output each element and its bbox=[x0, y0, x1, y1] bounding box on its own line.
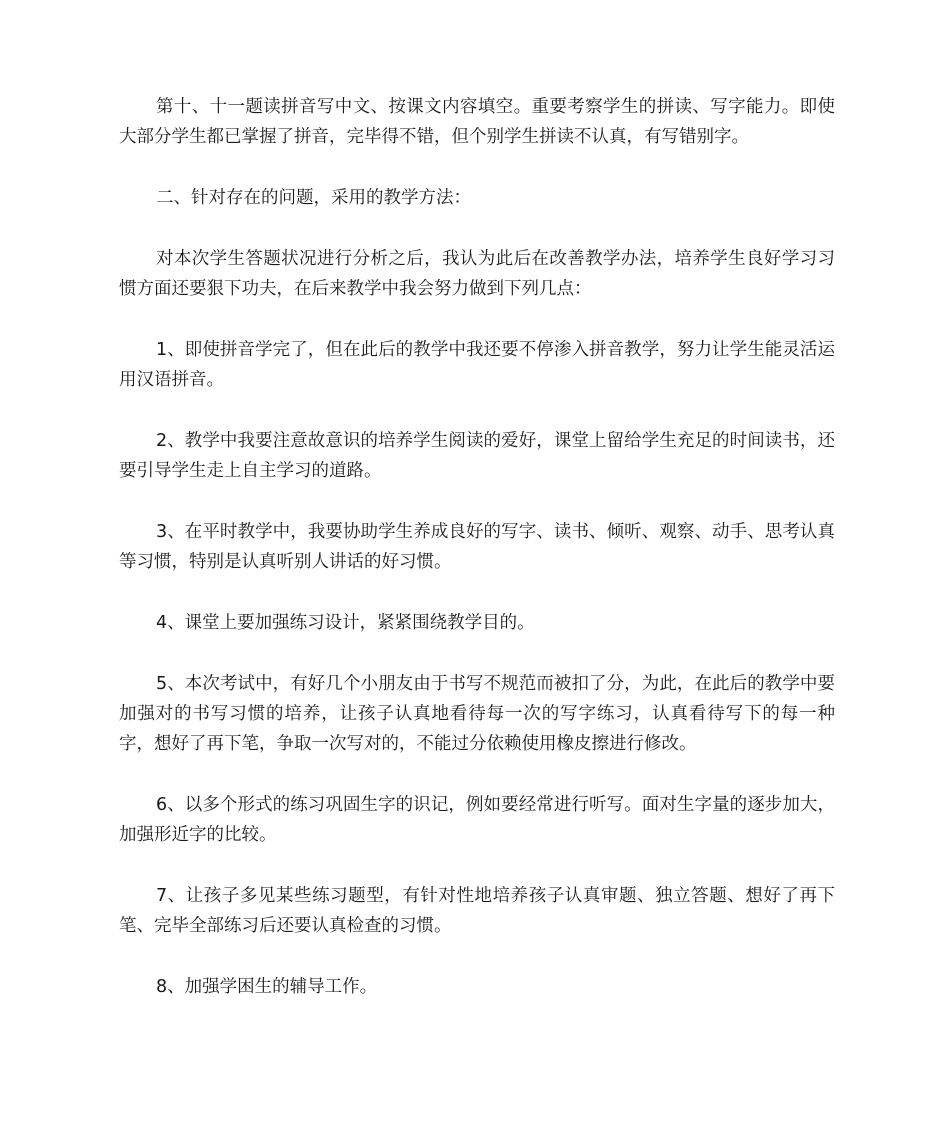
list-item-4: 4、课堂上要加强练习设计，紧紧围绕教学目的。 bbox=[156, 613, 535, 633]
list-item-3: 3、在平时教学中，我要协助学生养成良好的写字、读书、倾听、观察、动手、思考认真等习惯，特别是认真听别人讲话的好习惯。 bbox=[119, 522, 835, 572]
paragraph-reading-pinyin: 第十、十一题读拼音写中文、按课文内容填空。重要考察学生的拼读、写字能力。即使大部分学生都已掌握了拼音，完毕得不错，但个别学生拼读不认真，有写错别字。 bbox=[119, 97, 835, 147]
list-item-8: 8、加强学困生的辅导工作。 bbox=[156, 977, 378, 997]
list-item-1: 1、即使拼音学完了，但在此后的教学中我还要不停渗入拼音教学，努力让学生能灵活运用汉语拼音。 bbox=[119, 340, 835, 390]
list-item-2: 2、教学中我要注意故意识的培养学生阅读的爱好，课堂上留给学生充足的时间读书，还要引导学生走上自主学习的道路。 bbox=[119, 431, 835, 481]
paragraph-analysis-intro: 对本次学生答题状况进行分析之后，我认为此后在改善教学办法，培养学生良好学习习惯方面还要狠下功夫，在后来教学中我会努力做到下列几点： bbox=[119, 249, 835, 299]
list-item-6: 6、以多个形式的练习巩固生字的识记，例如要经常进行听写。面对生字量的逐步加大，加强形近字的比较。 bbox=[119, 795, 835, 845]
section-heading-teaching-methods: 二、针对存在的问题，采用的教学方法： bbox=[156, 188, 471, 208]
list-item-7: 7、让孩子多见某些练习题型，有针对性地培养孩子认真审题、独立答题、想好了再下笔、完毕全部练习后还要认真检查的习惯。 bbox=[119, 886, 835, 936]
document-body bbox=[119, 92, 835, 1033]
list-item-5: 5、本次考试中，有好几个小朋友由于书写不规范而被扣了分，为此，在此后的教学中要加强对的书写习惯的培养，让孩子认真地看待每一次的写字练习，认真看待写下的每一种字，想好了再下笔，争取一次写对的，不能过分依赖使用橡皮擦进行修改。 bbox=[119, 674, 835, 754]
